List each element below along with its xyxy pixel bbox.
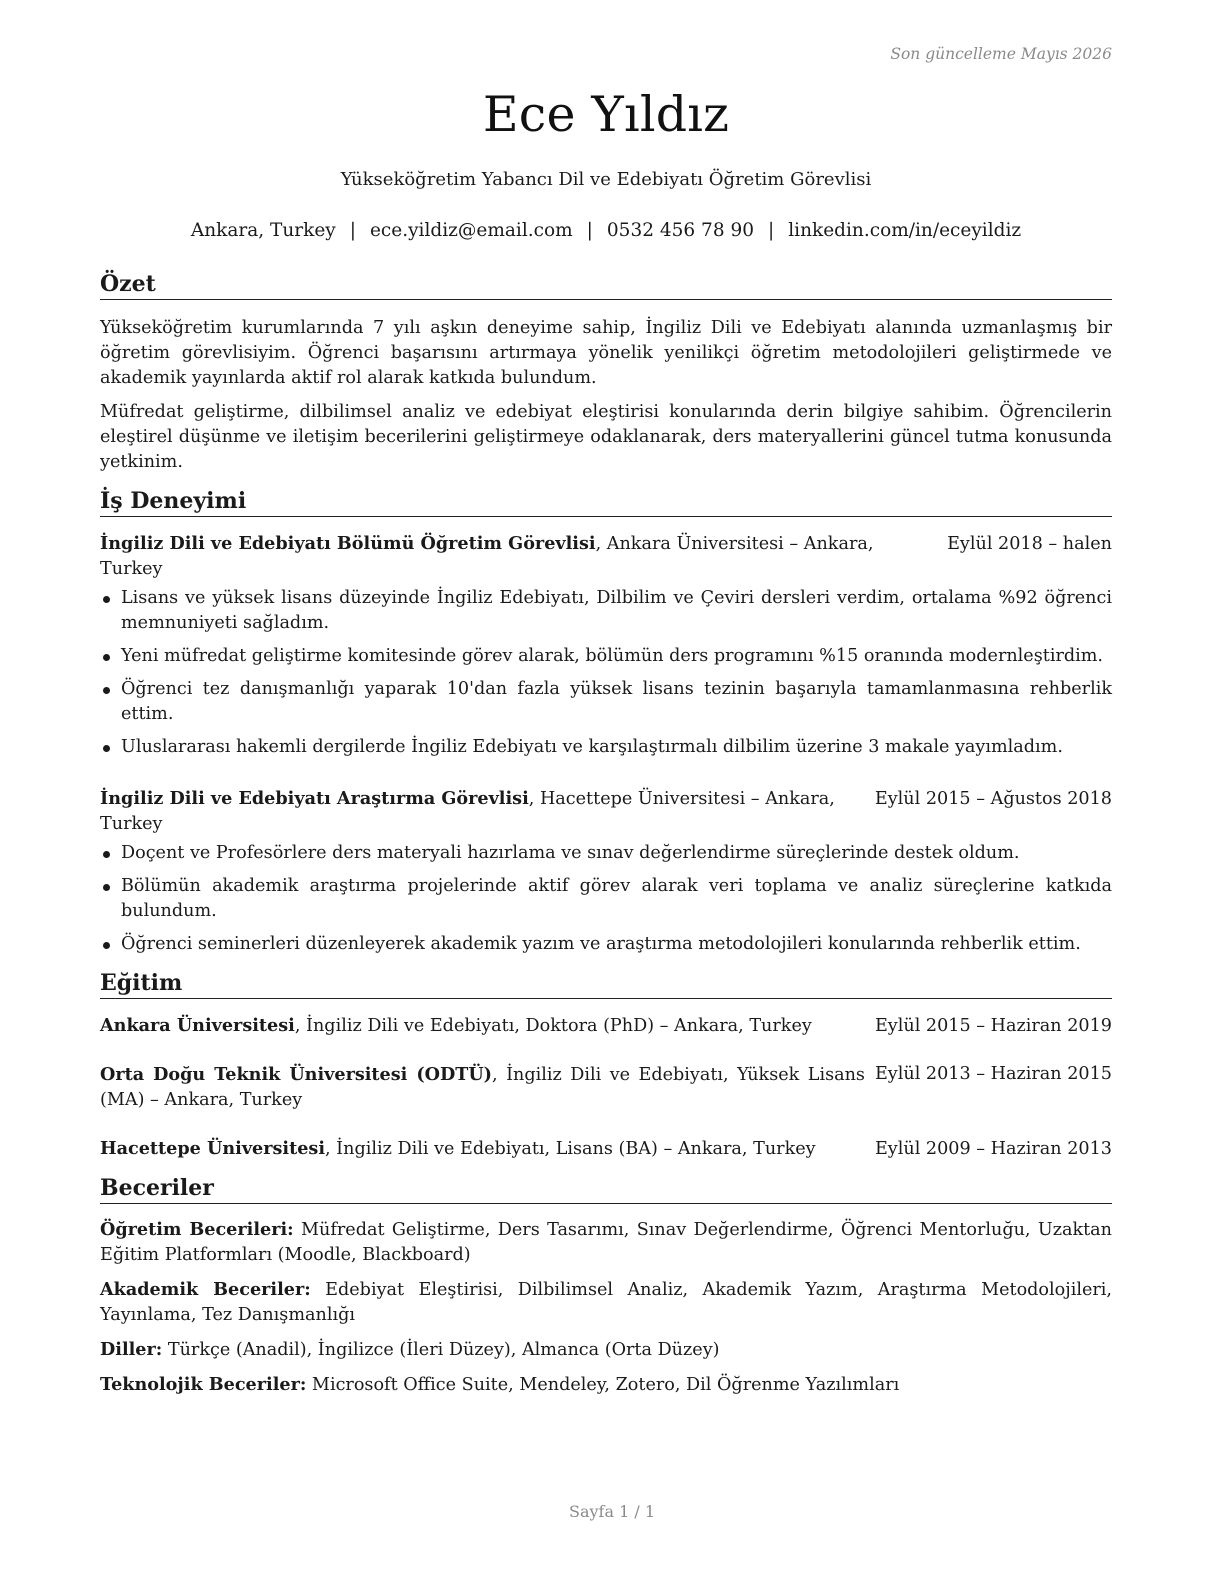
bullet-icon — [103, 745, 110, 752]
experience-section — [100, 487, 1112, 957]
bullet-icon — [103, 851, 110, 858]
skill-label: Öğretim Becerileri: — [100, 1219, 294, 1240]
summary-paragraph: Yükseköğretim kurumlarında 7 yılı aşkın deneyime sahip, İngiliz Dili ve Edebiyatı alanında uzmanlaşmış bir öğretim görevlisiyim. Öğrenci başarısını artırmaya yönelik yenilikçi öğretim metodolojileri geliştirmede ve akademik yayınlarda aktif rol alarak katkıda bulundum. — [100, 318, 1112, 388]
job-entry — [100, 531, 1112, 760]
skill-label: Diller: — [100, 1339, 163, 1360]
skill-line — [100, 1337, 1112, 1363]
education-detail: , İngiliz Dili ve Edebiyatı, Doktora (PhD) – Ankara, Turkey — [294, 1016, 812, 1036]
education-detail: , İngiliz Dili ve Edebiyatı, Yüksek Lisans (MA) – Ankara, Turkey — [100, 1065, 865, 1110]
job-role: İngiliz Dili ve Edebiyatı Araştırma Görevlisi — [100, 788, 529, 809]
bullet-icon — [103, 596, 110, 603]
section-title-experience: İş Deneyimi — [100, 487, 1112, 517]
bullet-icon — [103, 687, 110, 694]
education-line — [100, 1062, 865, 1113]
education-entry — [100, 1136, 1112, 1162]
job-bullet-text: Öğrenci seminerleri düzenleyerek akademik yazım ve araştırma metodolojileri konularında rehberlik ettim. — [121, 934, 1081, 954]
job-bullet-text: Yeni müfredat geliştirme komitesinde görev alarak, bölümün ders programını %15 oranında modernleştirdim. — [121, 646, 1104, 666]
job-bullet — [100, 644, 1112, 669]
job-bullet — [100, 677, 1112, 727]
contact-linkedin[interactable]: linkedin.com/in/eceyildiz — [788, 220, 1022, 241]
education-school: Hacettepe Üniversitesi — [100, 1138, 325, 1159]
contact-line — [100, 220, 1112, 241]
skill-label: Teknolojik Beceriler: — [100, 1374, 307, 1395]
contact-separator: | — [586, 220, 593, 241]
education-dates: Eylül 2013 – Haziran 2015 — [874, 1064, 1112, 1084]
last-updated: Son güncelleme Mayıs 2026 — [890, 45, 1112, 63]
contact-separator: | — [349, 220, 356, 241]
job-header — [100, 531, 1112, 582]
job-org: , Hacettepe Üniversitesi – Ankara, Turkey — [100, 789, 835, 834]
education-entry — [100, 1013, 1112, 1039]
section-title-skills: Beceriler — [100, 1174, 1112, 1204]
skill-value: Microsoft Office Suite, Mendeley, Zotero, Dil Öğrenme Yazılımları — [306, 1375, 900, 1395]
education-dates: Eylül 2015 – Haziran 2019 — [874, 1016, 1112, 1036]
job-bullet — [100, 932, 1112, 957]
contact-email[interactable]: ece.yildiz@email.com — [369, 220, 573, 241]
resume-name: Ece Yıldız — [482, 86, 730, 143]
education-dates: Eylül 2009 – Haziran 2013 — [874, 1139, 1112, 1159]
education-school: Orta Doğu Teknik Üniversitesi (ODTÜ) — [100, 1064, 493, 1085]
summary-section — [100, 270, 1112, 475]
page-number: Sayfa 1 / 1 — [568, 1502, 655, 1521]
job-dates: Eylül 2015 – Ağustos 2018 — [874, 789, 1112, 809]
contact-phone: 0532 456 78 90 — [606, 220, 755, 241]
education-line — [100, 1013, 865, 1039]
skills-list — [100, 1217, 1112, 1398]
job-header — [100, 786, 1112, 837]
job-bullet-text: Uluslararası hakemli dergilerde İngiliz Edebiyatı ve karşılaştırmalı dilbilim üzerine 3 makale yayımladım. — [121, 737, 1063, 757]
skill-label: Akademik Beceriler: — [100, 1279, 311, 1300]
job-bullets — [100, 841, 1112, 957]
skill-value: Edebiyat Eleştirisi, Dilbilimsel Analiz, Akademik Yazım, Araştırma Metodolojileri, Yayınlama, Tez Danışmanlığı — [100, 1280, 1112, 1325]
resume-content — [100, 270, 1112, 1398]
skill-line — [100, 1217, 1112, 1268]
job-bullet — [100, 874, 1112, 924]
job-bullets — [100, 586, 1112, 760]
job-bullet-text: Doçent ve Profesörlere ders materyali hazırlama ve sınav değerlendirme süreçlerinde destek oldum. — [121, 843, 1020, 863]
bullet-icon — [103, 942, 110, 949]
section-title-education: Eğitim — [100, 969, 1112, 999]
skills-section — [100, 1174, 1112, 1398]
job-bullet — [100, 586, 1112, 636]
job-entry — [100, 786, 1112, 957]
skill-line — [100, 1372, 1112, 1398]
skill-value: Türkçe (Anadil), İngilizce (İleri Düzey), Almanca (Orta Düzey) — [162, 1340, 720, 1360]
education-line — [100, 1136, 865, 1162]
summary-body — [100, 316, 1112, 475]
education-detail: , İngiliz Dili ve Edebiyatı, Lisans (BA) – Ankara, Turkey — [325, 1139, 816, 1159]
education-header — [100, 1136, 1112, 1162]
bullet-icon — [103, 884, 110, 891]
education-section — [100, 969, 1112, 1162]
education-header — [100, 1062, 1112, 1113]
resume-headline: Yükseköğretim Yabancı Dil ve Edebiyatı Öğretim Görevlisi — [340, 169, 872, 190]
job-org: , Ankara Üniversitesi – Ankara, Turkey — [100, 534, 874, 579]
job-title-line — [100, 531, 937, 582]
bullet-icon — [103, 654, 110, 661]
job-bullet-text: Öğrenci tez danışmanlığı yaparak 10'dan fazla yüksek lisans tezinin başarıyla tamamlanmasına rehberlik ettim. — [121, 679, 1112, 724]
education-entry — [100, 1062, 1112, 1113]
job-bullet — [100, 841, 1112, 866]
section-title-summary: Özet — [100, 270, 1112, 300]
skill-line — [100, 1277, 1112, 1328]
summary-paragraph: Müfredat geliştirme, dilbilimsel analiz ve edebiyat eleştirisi konularında derin bilgiye sahibim. Öğrencilerin eleştirel düşünme ve iletişim becerilerini geliştirmeye odaklanarak, ders materyallerini güncel tutma konusunda yetkinim. — [100, 402, 1112, 472]
job-bullet-text: Lisans ve yüksek lisans düzeyinde İngiliz Edebiyatı, Dilbilim ve Çeviri dersleri verdim, ortalama %92 öğrenci memnuniyeti sağladım. — [121, 588, 1112, 633]
education-school: Ankara Üniversitesi — [100, 1015, 295, 1036]
job-dates: Eylül 2018 – halen — [947, 534, 1112, 554]
job-role: İngiliz Dili ve Edebiyatı Bölümü Öğretim Görevlisi — [100, 533, 596, 554]
contact-separator: | — [768, 220, 775, 241]
education-header — [100, 1013, 1112, 1039]
job-bullet-text: Bölümün akademik araştırma projelerinde aktif görev alarak veri toplama ve analiz süreçlerine katkıda bulundum. — [121, 876, 1112, 921]
skill-value: Müfredat Geliştirme, Ders Tasarımı, Sınav Değerlendirme, Öğrenci Mentorluğu, Uzaktan Eğitim Platformları (Moodle, Blackboard) — [100, 1220, 1113, 1265]
contact-location: Ankara, Turkey — [190, 220, 336, 241]
job-title-line — [100, 786, 865, 837]
job-bullet — [100, 735, 1112, 760]
